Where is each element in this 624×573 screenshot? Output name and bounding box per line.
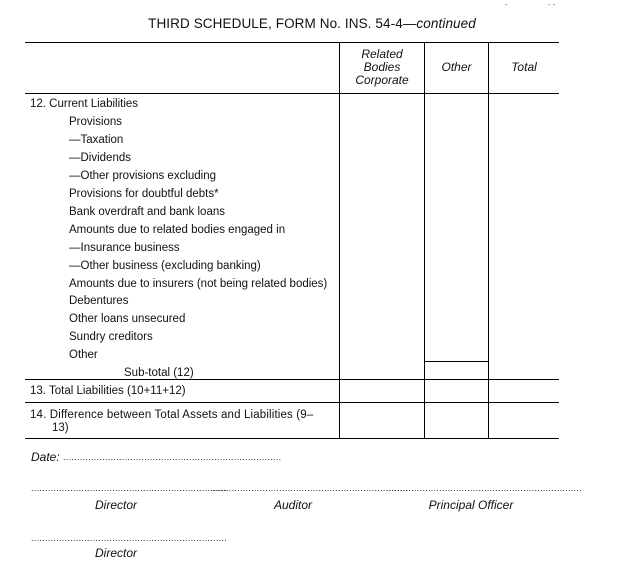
- col-header-line: Bodies: [363, 60, 401, 74]
- row-difference-line1: 14. Difference between Total Assets and Liabilities (9–: [30, 409, 314, 421]
- col-header-total: Total: [511, 60, 537, 74]
- row-other: Other: [69, 349, 98, 361]
- col-header-line: Corporate: [355, 73, 409, 87]
- signatory-auditor: Auditor: [273, 498, 313, 512]
- row-rule-13: [25, 379, 559, 380]
- row-amounts-insurers: Amounts due to insurers (not being related bodies): [69, 278, 328, 290]
- table-top-rule: [25, 42, 559, 43]
- subtotal-rule: [424, 361, 488, 362]
- page-title: [0, 16, 624, 31]
- row-difference-line2: 13): [52, 422, 69, 434]
- director-signature-line[interactable]: ......................................................................: [31, 483, 228, 493]
- col-header-related-bodies: [340, 48, 424, 87]
- table-bottom-rule: [25, 438, 559, 439]
- col-header-line: Related: [361, 47, 403, 61]
- row-bank-overdraft: Bank overdraft and bank loans: [69, 206, 225, 218]
- row-sundry-creditors: Sundry creditors: [69, 331, 153, 343]
- row-doubtful-debts: Provisions for doubtful debts*: [69, 188, 219, 200]
- row-insurance-business: —Insurance business: [69, 242, 180, 254]
- header-bottom-rule: [25, 93, 559, 94]
- principal-officer-signature-line[interactable]: ......................................................................: [386, 483, 583, 493]
- row-taxation: —Taxation: [69, 134, 124, 146]
- row-total-liabilities: 13. Total Liabilities (10+11+12): [30, 385, 186, 397]
- row-rule-14: [25, 402, 559, 403]
- row-amounts-related: Amounts due to related bodies engaged in: [69, 224, 286, 236]
- date-dotted-line[interactable]: ..............................................................................: [63, 452, 282, 462]
- row-other-loans: Other loans unsecured: [69, 313, 186, 325]
- col-divider-2: [424, 42, 425, 438]
- signatory-principal-officer: Principal Officer: [428, 498, 514, 512]
- row-current-liabilities: 12. Current Liabilities: [30, 98, 139, 110]
- title-continued: continued: [416, 16, 476, 31]
- title-main: THIRD SCHEDULE, FORM No. INS. 54-4: [148, 16, 403, 31]
- row-other-business: —Other business (excluding banking): [69, 260, 261, 272]
- corner-mark: - -: [548, 0, 556, 9]
- row-subtotal: Sub-total (12): [124, 367, 194, 379]
- signatory-director-2: Director: [94, 546, 137, 560]
- director-2-signature-line[interactable]: ......................................................................: [31, 533, 228, 543]
- row-provisions: Provisions: [69, 116, 123, 128]
- row-other-provisions: —Other provisions excluding: [69, 170, 217, 182]
- row-debentures: Debentures: [69, 295, 129, 307]
- title-dash: —: [402, 16, 417, 31]
- auditor-signature-line[interactable]: ......................................................................: [212, 483, 409, 493]
- col-divider-3: [488, 42, 489, 438]
- signatory-director-1: Director: [94, 498, 137, 512]
- row-dividends: —Dividends: [69, 152, 131, 164]
- col-header-other: Other: [441, 60, 472, 74]
- corner-mark: -: [505, 0, 508, 9]
- date-label: Date:: [31, 450, 60, 464]
- col-divider-1: [339, 42, 340, 438]
